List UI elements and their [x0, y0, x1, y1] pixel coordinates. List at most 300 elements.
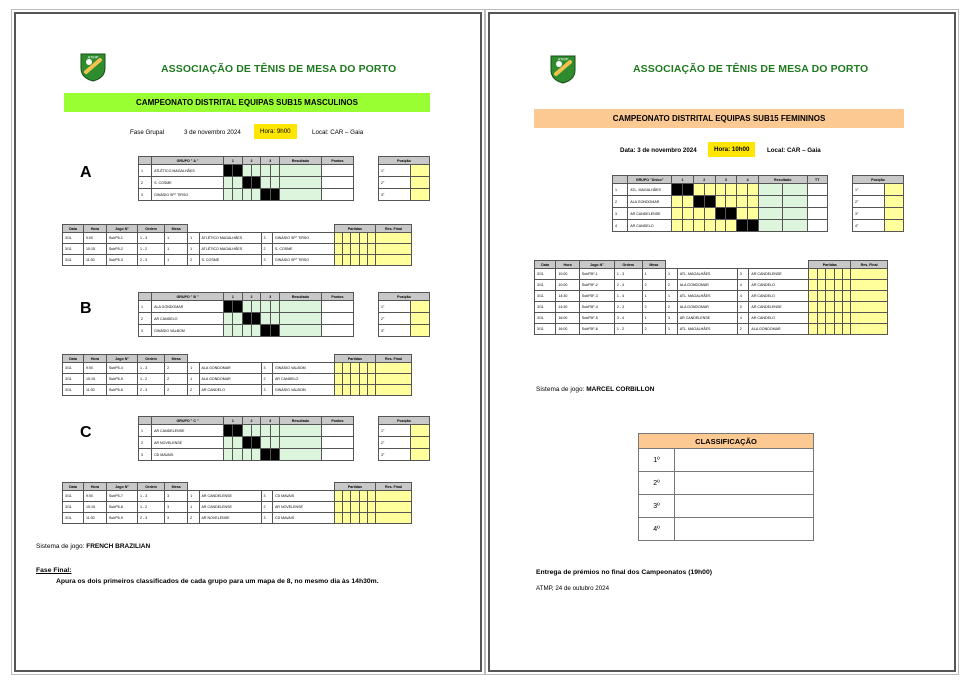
score-cell[interactable] [261, 165, 270, 177]
match-cell: 1 [165, 255, 188, 266]
score-cell[interactable] [270, 165, 279, 177]
score-cell[interactable] [242, 425, 251, 437]
game-score-cell[interactable] [842, 302, 850, 313]
group-header: GRUPO " A " [152, 157, 224, 165]
team-name: ALA GONDOMAR [152, 301, 224, 313]
match-cell: 11:30 [83, 385, 106, 396]
game-score-cell[interactable] [817, 280, 825, 291]
score-cell[interactable] [693, 184, 704, 196]
class-team-cell[interactable] [675, 472, 814, 495]
score-cell[interactable] [704, 184, 715, 196]
result-cell[interactable] [280, 325, 322, 337]
group-header: GRUPO " C " [152, 417, 224, 425]
result-cell[interactable] [783, 208, 807, 220]
match-cell: AR CANDELENSE [677, 313, 737, 324]
col-4: 4 [737, 176, 759, 184]
game-score-cell[interactable] [817, 269, 825, 280]
match-cell: 11:30 [83, 255, 106, 266]
final-result-cell[interactable] [851, 313, 888, 324]
pos-cell[interactable] [411, 437, 430, 449]
match-cell: 3/11 [63, 244, 84, 255]
match-cell: 1 [165, 244, 188, 255]
team-name: GINÁSIO SP° TIRSO [152, 189, 224, 201]
game-score-cell[interactable] [842, 313, 850, 324]
pos-cell[interactable] [411, 189, 430, 201]
game-score-cell[interactable] [367, 255, 375, 266]
final-result-cell[interactable] [375, 374, 411, 385]
pos-cell[interactable] [411, 425, 430, 437]
score-cell[interactable] [726, 220, 737, 232]
matches-table [62, 354, 412, 396]
match-cell: SubP5-6 [106, 385, 137, 396]
game-score-cell[interactable] [826, 291, 834, 302]
game-score-cell[interactable] [826, 269, 834, 280]
match-cell: 3/11 [63, 491, 84, 502]
game-score-cell[interactable] [817, 302, 825, 313]
final-result-cell[interactable] [851, 291, 888, 302]
game-score-cell[interactable] [826, 313, 834, 324]
game-score-cell[interactable] [834, 302, 842, 313]
col-tt: TT [807, 176, 828, 184]
score-cell[interactable] [704, 220, 715, 232]
match-header: Partidas [334, 355, 375, 363]
match-cell: 3/11 [535, 324, 556, 335]
match-header: Ordem [614, 261, 642, 269]
col-num [139, 157, 152, 165]
final-result-cell[interactable] [375, 244, 411, 255]
result-cell[interactable] [280, 449, 322, 461]
game-score-cell[interactable] [359, 491, 367, 502]
group-table [138, 156, 354, 201]
game-score-cell[interactable] [334, 374, 342, 385]
score-cell[interactable] [252, 325, 261, 337]
score-cell[interactable] [233, 449, 242, 461]
game-score-cell[interactable] [826, 324, 834, 335]
match-cell: 1 [188, 374, 199, 385]
score-cell[interactable] [252, 301, 261, 313]
page-femininos [488, 12, 956, 672]
score-cell[interactable] [242, 165, 251, 177]
match-cell: 1 - 2 [137, 502, 164, 513]
game-score-cell[interactable] [359, 385, 367, 396]
class-team-cell[interactable] [675, 449, 814, 472]
game-score-cell[interactable] [343, 502, 351, 513]
score-cell[interactable] [261, 437, 270, 449]
org-title: ASSOCIAÇÃO DE TÊNIS DE MESA DO PORTO [633, 63, 869, 75]
game-score-cell[interactable] [809, 269, 817, 280]
score-cell[interactable] [224, 449, 233, 461]
match-cell: 2 [642, 302, 665, 313]
final-result-cell[interactable] [375, 255, 411, 266]
game-score-cell[interactable] [351, 513, 359, 524]
game-score-cell[interactable] [351, 502, 359, 513]
game-score-cell[interactable] [343, 244, 351, 255]
match-cell: 9:00 [83, 491, 106, 502]
points-cell[interactable] [321, 189, 353, 201]
match-cell: 2 [188, 255, 199, 266]
game-score-cell[interactable] [343, 363, 351, 374]
match-cell: 3/11 [63, 363, 84, 374]
game-score-cell[interactable] [334, 502, 342, 513]
match-header: Ordem [137, 225, 164, 233]
score-cell[interactable] [252, 425, 261, 437]
tt-cell[interactable] [807, 184, 828, 196]
pos-cell[interactable] [885, 208, 904, 220]
score-cell[interactable] [748, 184, 759, 196]
score-cell [737, 220, 748, 232]
col-col1: 1 [224, 157, 243, 165]
match-cell: 10:15 [83, 244, 106, 255]
game-score-cell[interactable] [809, 313, 817, 324]
score-cell[interactable] [270, 177, 279, 189]
score-cell[interactable] [224, 189, 233, 201]
game-score-cell[interactable] [334, 233, 342, 244]
game-score-cell[interactable] [359, 513, 367, 524]
score-cell[interactable] [233, 189, 242, 201]
match-header: Jogo N° [579, 261, 614, 269]
points-cell[interactable] [321, 325, 353, 337]
team-name: AR NOVELENSE [152, 437, 224, 449]
game-score-cell[interactable] [842, 291, 850, 302]
class-team-cell[interactable] [675, 518, 814, 541]
match-cell: 1 [666, 269, 678, 280]
game-score-cell[interactable] [359, 363, 367, 374]
game-score-cell[interactable] [834, 291, 842, 302]
game-score-cell[interactable] [359, 233, 367, 244]
match-header: Jogo N° [106, 483, 137, 491]
col-points: Pontos [321, 417, 353, 425]
final-result-cell[interactable] [375, 502, 411, 513]
score-cell [726, 208, 737, 220]
class-team-cell[interactable] [675, 495, 814, 518]
final-phase-label: Fase Final: [36, 567, 72, 574]
team-name: AR CANDELO [628, 220, 672, 232]
pos-cell[interactable] [411, 449, 430, 461]
score-cell[interactable] [726, 184, 737, 196]
score-cell[interactable] [715, 196, 726, 208]
score-cell [224, 165, 233, 177]
match-cell: 2 - 3 [137, 513, 164, 524]
match-header: Hora [83, 355, 106, 363]
score-cell[interactable] [242, 449, 251, 461]
points-cell[interactable] [321, 437, 353, 449]
result-cell[interactable] [758, 220, 782, 232]
pos-cell[interactable] [411, 165, 430, 177]
match-cell: 1 [188, 233, 199, 244]
game-score-cell[interactable] [809, 324, 817, 335]
match-header: Data [63, 355, 84, 363]
result-cell[interactable] [783, 220, 807, 232]
game-score-cell[interactable] [367, 244, 375, 255]
tt-cell[interactable] [807, 196, 828, 208]
pos-cell[interactable] [885, 220, 904, 232]
game-score-cell[interactable] [334, 491, 342, 502]
game-score-cell[interactable] [367, 385, 375, 396]
match-row [63, 385, 412, 396]
score-cell[interactable] [224, 325, 233, 337]
result-cell[interactable] [280, 165, 322, 177]
tt-cell[interactable] [807, 208, 828, 220]
result-cell[interactable] [280, 425, 322, 437]
score-cell[interactable] [683, 196, 694, 208]
match-cell: ALA GONDOMAR [749, 324, 809, 335]
game-score-cell[interactable] [334, 244, 342, 255]
points-cell[interactable] [321, 177, 353, 189]
match-cell: ALA GONDOMAR [199, 363, 261, 374]
matches-table [62, 224, 412, 266]
final-result-cell[interactable] [375, 385, 411, 396]
game-score-cell[interactable] [343, 374, 351, 385]
score-cell[interactable] [693, 220, 704, 232]
row-num: 3 [613, 208, 628, 220]
result-cell[interactable] [280, 177, 322, 189]
game-score-cell[interactable] [842, 324, 850, 335]
score-cell[interactable] [693, 208, 704, 220]
game-score-cell[interactable] [351, 363, 359, 374]
match-cell: GINÁSIO VALBOM [272, 363, 334, 374]
game-score-cell[interactable] [334, 255, 342, 266]
game-score-cell[interactable] [351, 255, 359, 266]
game-score-cell[interactable] [834, 280, 842, 291]
result-cell[interactable] [280, 189, 322, 201]
points-cell[interactable] [321, 165, 353, 177]
game-score-cell[interactable] [351, 385, 359, 396]
score-cell [270, 325, 279, 337]
game-score-cell[interactable] [367, 374, 375, 385]
game-score-cell[interactable] [367, 502, 375, 513]
col-result: Resultado [280, 293, 322, 301]
position-table [378, 292, 430, 337]
game-score-cell[interactable] [359, 255, 367, 266]
game-score-cell[interactable] [817, 291, 825, 302]
score-cell[interactable] [261, 177, 270, 189]
game-score-cell[interactable] [343, 233, 351, 244]
pos-cell[interactable] [411, 313, 430, 325]
game-score-cell[interactable] [826, 302, 834, 313]
match-cell: 10:00 [556, 280, 579, 291]
match-cell: 2 [261, 374, 272, 385]
score-cell[interactable] [261, 313, 270, 325]
pos-cell[interactable] [885, 184, 904, 196]
col-result: Resultado [758, 176, 807, 184]
score-cell[interactable] [233, 325, 242, 337]
match-header: Data [535, 261, 556, 269]
result-cell[interactable] [758, 196, 782, 208]
game-score-cell[interactable] [343, 491, 351, 502]
game-score-cell[interactable] [367, 233, 375, 244]
pos-cell[interactable] [411, 177, 430, 189]
score-cell[interactable] [242, 325, 251, 337]
game-score-cell[interactable] [826, 280, 834, 291]
final-result-cell[interactable] [851, 269, 888, 280]
group-header: GRUPO " B " [152, 293, 224, 301]
score-cell[interactable] [683, 220, 694, 232]
score-cell[interactable] [270, 425, 279, 437]
score-cell[interactable] [233, 177, 242, 189]
game-score-cell[interactable] [842, 280, 850, 291]
final-result-cell[interactable] [375, 363, 411, 374]
score-cell[interactable] [748, 208, 759, 220]
match-cell: ALA GONDOMAR [199, 374, 261, 385]
score-cell[interactable] [252, 165, 261, 177]
match-header: Hora [556, 261, 579, 269]
class-pos: 4º [639, 518, 675, 541]
points-cell[interactable] [321, 449, 353, 461]
game-score-cell[interactable] [343, 513, 351, 524]
class-pos: 2º [639, 472, 675, 495]
team-name: GINÁSIO VALBOM [152, 325, 224, 337]
result-cell[interactable] [280, 301, 322, 313]
phase-label: Fase Grupal [130, 129, 165, 136]
row-num: 1 [139, 425, 152, 437]
team-name: ATLÉTICO MAGALHÃES [152, 165, 224, 177]
match-cell: SubP5-3 [106, 255, 137, 266]
match-header: Hora [83, 225, 106, 233]
game-score-cell[interactable] [809, 291, 817, 302]
atmp-logo-icon [550, 54, 576, 84]
game-score-cell[interactable] [817, 324, 825, 335]
game-score-cell[interactable] [817, 313, 825, 324]
game-score-cell[interactable] [351, 374, 359, 385]
game-score-cell[interactable] [334, 385, 342, 396]
points-cell[interactable] [321, 301, 353, 313]
score-cell [270, 449, 279, 461]
score-cell[interactable] [715, 184, 726, 196]
result-cell[interactable] [783, 196, 807, 208]
result-cell[interactable] [758, 208, 782, 220]
score-cell[interactable] [233, 437, 242, 449]
game-score-cell[interactable] [834, 324, 842, 335]
match-cell: 1 - 2 [137, 374, 164, 385]
match-cell: 3/11 [535, 313, 556, 324]
match-cell: 3/11 [63, 385, 84, 396]
match-cell: AR CANDELENSE [199, 502, 261, 513]
pos-cell[interactable] [411, 325, 430, 337]
game-score-cell[interactable] [367, 491, 375, 502]
game-score-cell[interactable] [334, 363, 342, 374]
result-cell[interactable] [758, 184, 782, 196]
score-cell[interactable] [242, 189, 251, 201]
game-score-cell[interactable] [809, 280, 817, 291]
location-label: Local: CAR – Gaia [767, 147, 821, 154]
game-score-cell[interactable] [367, 513, 375, 524]
pos-cell[interactable] [885, 196, 904, 208]
match-cell: 3 [737, 302, 749, 313]
final-result-cell[interactable] [375, 513, 411, 524]
pos-cell[interactable] [411, 301, 430, 313]
score-cell[interactable] [252, 189, 261, 201]
points-cell[interactable] [321, 313, 353, 325]
match-cell: S. COSME [199, 255, 261, 266]
match-cell: 16:00 [556, 324, 579, 335]
row-num: 4 [613, 220, 628, 232]
score-cell[interactable] [270, 301, 279, 313]
score-cell [242, 313, 251, 325]
points-cell[interactable] [321, 425, 353, 437]
match-cell: 1 [188, 502, 199, 513]
score-cell[interactable] [672, 220, 683, 232]
score-cell[interactable] [672, 208, 683, 220]
score-cell[interactable] [270, 313, 279, 325]
game-score-cell[interactable] [343, 255, 351, 266]
group-letter: B [80, 300, 92, 317]
game-score-cell[interactable] [351, 244, 359, 255]
match-row [535, 291, 888, 302]
result-cell[interactable] [280, 437, 322, 449]
game-score-cell[interactable] [842, 269, 850, 280]
row-num: 3 [139, 449, 152, 461]
score-cell[interactable] [704, 208, 715, 220]
tt-cell[interactable] [807, 220, 828, 232]
final-result-cell[interactable] [375, 491, 411, 502]
match-cell: 3 - 4 [614, 313, 642, 324]
score-cell[interactable] [270, 437, 279, 449]
game-score-cell[interactable] [359, 244, 367, 255]
match-cell: AR NOVELENSE [272, 502, 334, 513]
game-score-cell[interactable] [809, 302, 817, 313]
game-score-cell[interactable] [359, 374, 367, 385]
game-score-cell[interactable] [334, 513, 342, 524]
match-cell: 10:00 [556, 269, 579, 280]
result-cell[interactable] [783, 184, 807, 196]
score-cell[interactable] [748, 196, 759, 208]
game-score-cell[interactable] [834, 313, 842, 324]
match-cell: 1 - 4 [614, 291, 642, 302]
game-score-cell[interactable] [359, 502, 367, 513]
score-cell[interactable] [252, 449, 261, 461]
score-cell[interactable] [261, 425, 270, 437]
position-table [378, 156, 430, 201]
result-cell[interactable] [280, 313, 322, 325]
score-cell[interactable] [715, 220, 726, 232]
game-score-cell[interactable] [834, 269, 842, 280]
game-score-cell[interactable] [351, 233, 359, 244]
score-cell[interactable] [726, 196, 737, 208]
pos-label: 2° [853, 196, 885, 208]
match-row [535, 313, 888, 324]
score-cell[interactable] [233, 313, 242, 325]
score-cell[interactable] [261, 301, 270, 313]
match-header: Mesa [642, 261, 665, 269]
match-cell: S. COSME [272, 244, 334, 255]
score-cell[interactable] [672, 196, 683, 208]
match-cell: 3 [261, 233, 272, 244]
final-result-cell[interactable] [851, 280, 888, 291]
score-cell[interactable] [224, 437, 233, 449]
game-score-cell[interactable] [367, 363, 375, 374]
score-cell[interactable] [224, 177, 233, 189]
match-cell: CD MAVAIS [272, 491, 334, 502]
match-cell: 3/11 [63, 513, 84, 524]
final-result-cell[interactable] [375, 233, 411, 244]
final-result-cell[interactable] [851, 324, 888, 335]
final-result-cell[interactable] [851, 302, 888, 313]
org-title: ASSOCIAÇÃO DE TÊNIS DE MESA DO PORTO [161, 63, 397, 75]
game-score-cell[interactable] [343, 385, 351, 396]
score-cell[interactable] [737, 184, 748, 196]
match-cell: GINÁSIO SP° TIRSO [272, 233, 334, 244]
score-cell[interactable] [224, 313, 233, 325]
score-cell[interactable] [737, 208, 748, 220]
score-cell[interactable] [242, 301, 251, 313]
score-cell[interactable] [683, 208, 694, 220]
position-table [852, 175, 904, 232]
match-cell: SubP5-7 [106, 491, 137, 502]
col-num [139, 417, 152, 425]
game-score-cell[interactable] [351, 491, 359, 502]
class-pos: 3º [639, 495, 675, 518]
score-cell[interactable] [737, 196, 748, 208]
